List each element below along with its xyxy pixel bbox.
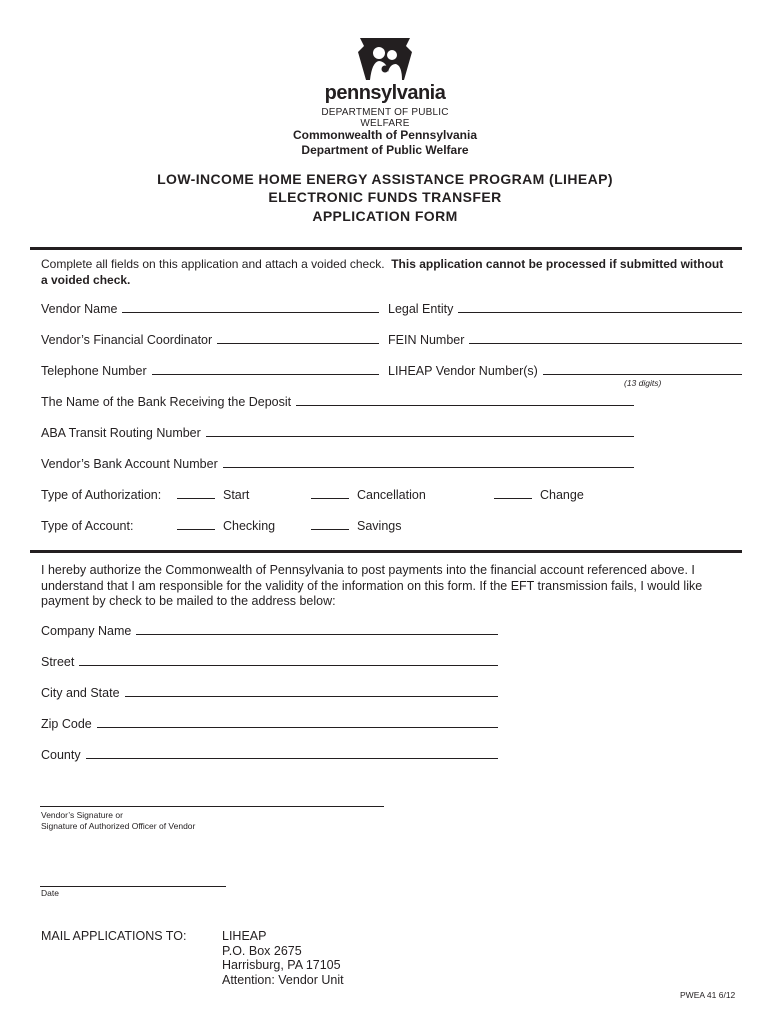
authorization-cancellation-option[interactable] xyxy=(311,488,426,502)
brand-name: pennsylvania xyxy=(324,82,446,104)
fein-label: FEIN Number xyxy=(388,333,465,347)
liheap-vendor-line[interactable] xyxy=(543,373,742,375)
company-name-line[interactable] xyxy=(136,633,498,635)
account-savings-option[interactable] xyxy=(311,519,401,533)
financial-coordinator-label: Vendor’s Financial Coordinator xyxy=(41,333,213,347)
mail-address-line-2: P.O. Box 2675 xyxy=(222,943,302,958)
fein-field[interactable] xyxy=(388,333,742,347)
account-type-label: Type of Account: xyxy=(41,519,134,533)
vendor-name-label: Vendor Name xyxy=(41,302,118,316)
authorization-change-label: Change xyxy=(540,488,584,502)
company-name-label: Company Name xyxy=(41,624,132,638)
form-title-line-2: ELECTRONIC FUNDS TRANSFER xyxy=(268,189,502,205)
legal-entity-field[interactable] xyxy=(388,302,742,316)
financial-coordinator-line[interactable] xyxy=(217,342,379,344)
liheap-digits-hint: (13 digits) xyxy=(624,378,662,388)
county-label: County xyxy=(41,748,81,762)
brand-subtitle: DEPARTMENT OF PUBLIC WELFARE xyxy=(321,107,449,129)
signature-line[interactable] xyxy=(40,806,384,807)
bank-name-field[interactable] xyxy=(41,395,634,409)
date-line[interactable] xyxy=(40,886,226,887)
form-title-line-3: APPLICATION FORM xyxy=(312,208,458,224)
legal-entity-line[interactable] xyxy=(458,311,742,313)
authorization-start-option[interactable] xyxy=(177,488,249,502)
keystone-logo xyxy=(300,36,470,87)
account-checking-blank[interactable] xyxy=(177,528,215,530)
date-label: Date xyxy=(41,888,59,898)
intro-bold-text: This application cannot be processed if submitted without a voided check. xyxy=(41,257,724,287)
bank-name-line[interactable] xyxy=(296,404,634,406)
zip-code-label: Zip Code xyxy=(41,717,92,731)
bank-account-field[interactable] xyxy=(41,457,634,471)
authorization-start-label: Start xyxy=(223,488,250,502)
liheap-vendor-field[interactable] xyxy=(388,364,742,378)
telephone-label: Telephone Number xyxy=(41,364,147,378)
header-line-1: Commonwealth of Pennsylvania xyxy=(292,128,478,142)
signature-label xyxy=(41,810,195,831)
zip-code-field[interactable] xyxy=(41,717,498,731)
account-savings-label: Savings xyxy=(357,519,402,533)
aba-routing-field[interactable] xyxy=(41,426,634,440)
section-divider xyxy=(30,247,742,250)
telephone-field[interactable] xyxy=(41,364,379,378)
account-checking-option[interactable] xyxy=(177,519,275,533)
city-state-label: City and State xyxy=(41,686,120,700)
fein-line[interactable] xyxy=(469,342,742,344)
mail-address xyxy=(222,929,344,987)
authorization-change-blank[interactable] xyxy=(494,497,532,499)
mail-address-line-3: Harrisburg, PA 17105 xyxy=(222,958,341,972)
authorization-type-label: Type of Authorization: xyxy=(41,488,162,502)
aba-routing-line[interactable] xyxy=(206,435,634,437)
authorization-cancellation-blank[interactable] xyxy=(311,497,349,499)
company-name-field[interactable] xyxy=(41,624,498,638)
mail-to-label: MAIL APPLICATIONS TO: xyxy=(41,929,187,943)
form-title-line-1: LOW-INCOME HOME ENERGY ASSISTANCE PROGRAM (LIHEAP) xyxy=(157,171,613,187)
signature-label-line-2: Signature of Authorized Officer of Vendor xyxy=(41,820,196,831)
city-state-field[interactable] xyxy=(41,686,498,700)
vendor-name-line[interactable] xyxy=(122,311,379,313)
bank-account-line[interactable] xyxy=(223,466,634,468)
financial-coordinator-field[interactable] xyxy=(41,333,379,347)
account-savings-blank[interactable] xyxy=(311,528,349,530)
intro-normal-text: Complete all fields on this application and attach a voided check. xyxy=(41,257,385,271)
vendor-name-field[interactable] xyxy=(41,302,379,316)
zip-code-line[interactable] xyxy=(97,726,498,728)
header-line-2: Department of Public Welfare xyxy=(301,143,469,157)
keystone-family-icon xyxy=(354,36,416,82)
telephone-line[interactable] xyxy=(152,373,379,375)
street-field[interactable] xyxy=(41,655,498,669)
authorization-start-blank[interactable] xyxy=(177,497,215,499)
bank-account-label: Vendor’s Bank Account Number xyxy=(41,457,218,471)
legal-entity-label: Legal Entity xyxy=(388,302,454,316)
authorization-statement: I hereby authorize the Commonwealth of Pennsylvania to post payments into the financial account referenced above. I understand that I am responsible for the validity of the information on this form. If the EFT transmission fails, I would like payment by check to be mailed to the address below: xyxy=(41,563,703,608)
liheap-vendor-label: LIHEAP Vendor Number(s) xyxy=(388,364,538,378)
street-line[interactable] xyxy=(79,664,498,666)
authorization-cancellation-label: Cancellation xyxy=(357,488,426,502)
city-state-line[interactable] xyxy=(125,695,498,697)
county-field[interactable] xyxy=(41,748,498,762)
street-label: Street xyxy=(41,655,75,669)
mail-address-line-1: LIHEAP xyxy=(222,929,267,943)
mail-address-line-4: Attention: Vendor Unit xyxy=(222,972,344,987)
account-checking-label: Checking xyxy=(223,519,276,533)
form-number: PWEA 41 6/12 xyxy=(680,990,736,1000)
section-divider-2 xyxy=(30,550,742,553)
intro-instructions xyxy=(41,257,731,288)
county-line[interactable] xyxy=(86,757,498,759)
aba-routing-label: ABA Transit Routing Number xyxy=(41,426,201,440)
authorization-change-option[interactable] xyxy=(494,488,584,502)
bank-name-label: The Name of the Bank Receiving the Deposit xyxy=(41,395,292,409)
signature-label-line-1: Vendor’s Signature or xyxy=(41,810,123,820)
